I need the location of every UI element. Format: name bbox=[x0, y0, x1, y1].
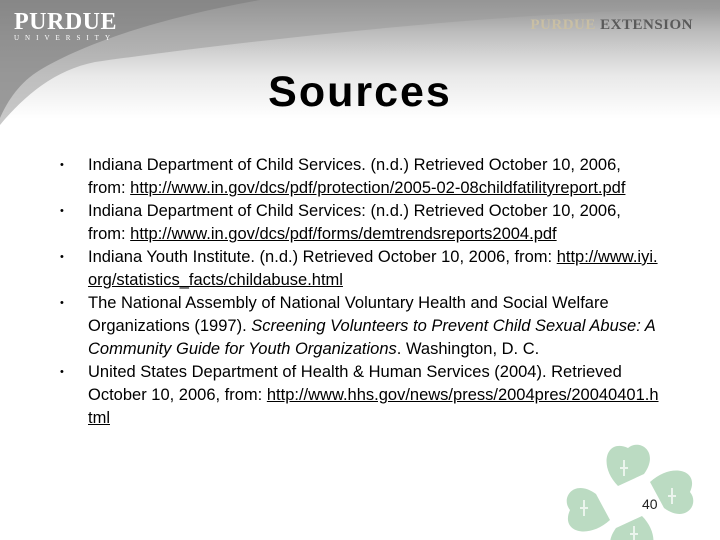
source-link[interactable]: http://www.in.gov/dcs/pdf/forms/demtrendsreports2004.pdf bbox=[130, 225, 557, 243]
source-link[interactable]: http://www.in.gov/dcs/pdf/protection/2005-02-08childfatilityreport.pdf bbox=[130, 179, 626, 197]
bullet-icon: • bbox=[60, 366, 64, 378]
source-citation: The National Assembly of National Voluntary Health and Social Welfare Organizations (1997). bbox=[88, 294, 609, 335]
purdue-logo-word: PURDUE bbox=[14, 9, 117, 35]
extension-logo-part1: PURDUE bbox=[530, 17, 596, 33]
source-citation: Indiana Department of Child Services: (n.d.) Retrieved October 10, 2006, from: bbox=[88, 202, 621, 243]
source-link[interactable]: http://www.iyi.org/statistics_facts/childabuse.html bbox=[88, 248, 658, 289]
bullet-icon: • bbox=[60, 159, 64, 171]
source-citation-end: . Washington, D. C. bbox=[396, 340, 540, 358]
purdue-logo-subtext: UNIVERSITY bbox=[14, 34, 116, 42]
source-item bbox=[60, 154, 660, 200]
slide-title: Sources bbox=[268, 68, 452, 116]
source-item bbox=[60, 292, 660, 361]
purdue-university-logo bbox=[14, 10, 117, 42]
source-item bbox=[60, 361, 660, 430]
bullet-icon: • bbox=[60, 205, 64, 217]
four-h-clover-icon bbox=[540, 430, 720, 540]
extension-logo-part2: EXTENSION bbox=[600, 17, 693, 33]
source-citation: United States Department of Health & Human Services (2004). Retrieved October 10, 2006, from: bbox=[88, 363, 622, 404]
bullet-icon: • bbox=[60, 297, 64, 309]
bullet-icon: • bbox=[60, 251, 64, 263]
source-link[interactable]: http://www.hhs.gov/news/press/2004pres/20040401.html bbox=[88, 386, 659, 427]
purdue-extension-logo bbox=[530, 17, 693, 34]
sources-list bbox=[60, 154, 660, 430]
source-item bbox=[60, 200, 660, 246]
source-citation: Indiana Department of Child Services. (n.d.) Retrieved October 10, 2006, from: bbox=[88, 156, 621, 197]
source-citation: Indiana Youth Institute. (n.d.) Retrieved October 10, 2006, from: bbox=[88, 248, 557, 266]
page-number: 40 bbox=[642, 496, 658, 512]
source-title-italic: Screening Volunteers to Prevent Child Sexual Abuse: A Community Guide for Youth Organizations bbox=[88, 317, 656, 358]
source-item bbox=[60, 246, 660, 292]
